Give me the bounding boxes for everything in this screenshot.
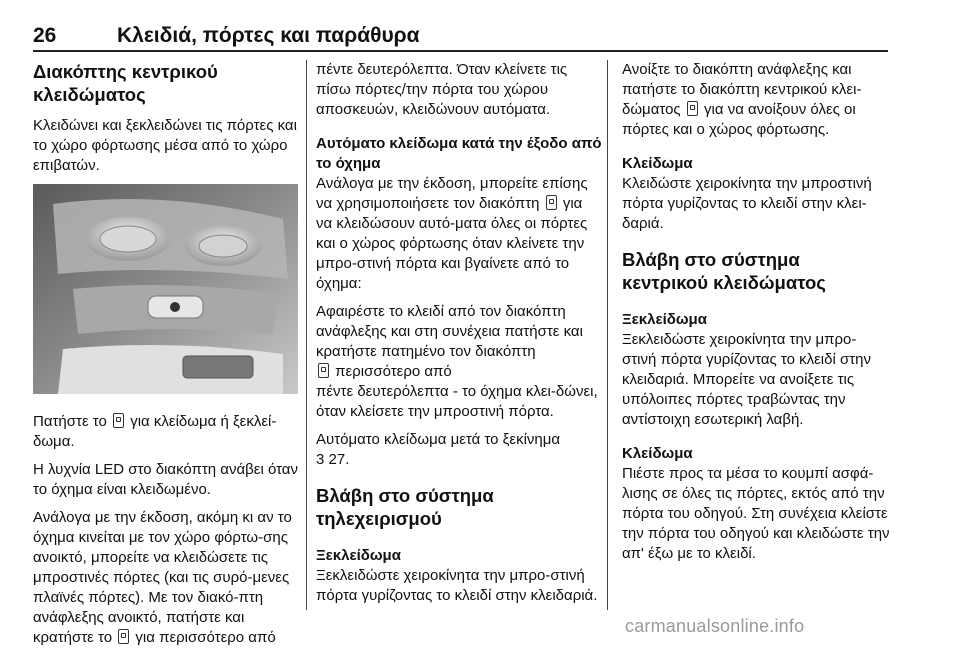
- page-reference: 3 27.: [316, 451, 350, 468]
- central-lock-switch-photo: [33, 184, 298, 394]
- chapter-title: Κλειδιά, πόρτες και παράθυρα: [117, 24, 420, 47]
- lock-switch-icon: [546, 195, 557, 210]
- paragraph: Ξεκλειδώστε χειροκίνητα την μπρο-στινή πόρτα γυρίζοντας το κλειδί στην κλειδαριά.: [316, 567, 598, 604]
- section-heading: Βλάβη στο σύστημα τηλεχειρισμού: [316, 485, 494, 529]
- paragraph: Η λυχνία LED στο διακόπτη ανάβει όταν το όχημα είναι κλειδωμένο.: [33, 461, 298, 498]
- paragraph: Ανάλογα με την έκδοση, μπορείτε επίσης να χρησιμοποιήσετε τον διακόπτη για να κλειδώσουν αυτό-ματα όλες οι πόρτες και ο χώρος φόρτωσης όταν κλείνετε την μπρο-στινή πόρτα και βγαίνετε από το όχημα:: [316, 175, 588, 292]
- lock-switch-icon: [687, 101, 698, 116]
- paragraph: πέντε δευτερόλεπτα. Όταν κλείνετε τις πίσω πόρτες/την πόρτα του χώρου αποσκευών, κλειδώνουν αυτόματα.: [316, 61, 568, 118]
- watermark: carmanualsonline.info: [625, 616, 805, 636]
- paragraph: Κλειδώστε χειροκίνητα την μπροστινή πόρτα γυρίζοντας το κλειδί στην κλει-δαριά.: [622, 175, 872, 232]
- column-divider: [306, 60, 307, 610]
- column-right: [622, 60, 890, 572]
- subsection-heading: Αυτόματο κλείδωμα κατά την έξοδο από το όχημα: [316, 135, 602, 172]
- paragraph: Κλειδώνει και ξεκλειδώνει τις πόρτες και το χώρο φόρτωσης μέσα από το χώρο επιβατών.: [33, 117, 297, 174]
- paragraph: Ανάλογα με την έκδοση, ακόμη κι αν το όχημα κινείται με τον χώρο φόρτω-σης ανοικτό, μπορείτε να κλειδώσετε τις μπροστινές πόρτες (και τις συρό-μενες πλαϊνές πόρτες). Με τον διακό-πτη ανάφλεξης ανοικτό, πατήστε και κρατήστε το για περισσότερο από: [33, 509, 292, 646]
- section-heading: Βλάβη στο σύστημα κεντρικού κλειδώματος: [622, 249, 826, 293]
- subsection-heading: Ξεκλείδωμα: [622, 311, 707, 328]
- lock-switch-icon: [318, 363, 329, 378]
- page-number: 26: [33, 24, 57, 47]
- lock-switch-icon: [113, 413, 124, 428]
- subsection-heading: Κλείδωμα: [622, 445, 693, 462]
- header-divider: [33, 50, 888, 52]
- subsection-heading: Ξεκλείδωμα: [316, 547, 401, 564]
- paragraph: Πατήστε το για κλείδωμα ή ξεκλεί-δωμα.: [33, 413, 277, 450]
- paragraph: Πιέστε προς τα μέσα το κουμπί ασφά-λισης σε όλες τις πόρτες, εκτός από την πόρτα του οδηγού. Στη συνέχεια κλείστε την πόρτα του οδηγού και κλειδώστε την απ' έξω με το κλειδί.: [622, 465, 890, 562]
- subsection-heading: Κλείδωμα: [622, 155, 693, 172]
- column-left: [33, 60, 301, 656]
- paragraph: Αυτόματο κλείδωμα μετά το ξεκίνημα 3 27.: [316, 431, 561, 468]
- column-divider: [607, 60, 608, 610]
- column-middle: [316, 60, 602, 614]
- paragraph: Αφαιρέστε το κλειδί από τον διακόπτη ανάφλεξης και στη συνέχεια πατήστε και κρατήστε πατημένο τον διακόπτη περισσότερο από πέντε δευτερόλεπτα - το όχημα κλει-δώνει, όταν κλείσετε την μπροστινή πόρτα.: [316, 303, 598, 420]
- paragraph: Ξεκλειδώστε χειροκίνητα την μπρο-στινή πόρτα γυρίζοντας το κλειδί στην κλειδαριά. Μπορείτε να ανοίξετε τις υπόλοιπες πόρτες τραβώντας την αντίστοιχη εσωτερική λαβή.: [622, 331, 872, 428]
- paragraph: Ανοίξτε το διακόπτη ανάφλεξης και πατήστε το διακόπτη κεντρικού κλει-δώματος για να ανοίξουν όλες οι πόρτες και ο χώρος φόρτωσης.: [622, 61, 862, 138]
- section-heading: Διακόπτης κεντρικού κλειδώματος: [33, 61, 218, 105]
